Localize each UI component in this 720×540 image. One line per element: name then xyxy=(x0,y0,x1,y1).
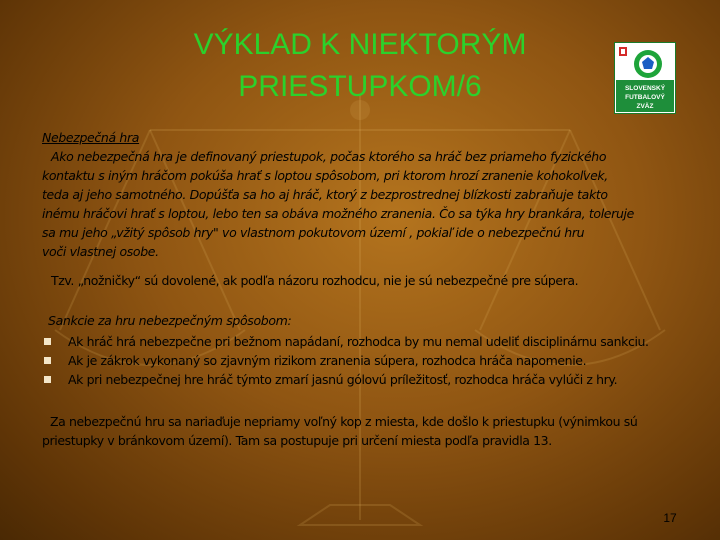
definition-line: voči vlastnej osobe. xyxy=(42,244,159,259)
slide-title xyxy=(120,24,600,108)
definition-line: sa mu jeho „vžitý spôsob hry" vo vlastnom pokutovom území , pokiaľ ide o nebezpečnú hru xyxy=(42,225,585,240)
page-number: 17 xyxy=(663,511,677,525)
sanction-item xyxy=(44,333,649,351)
bullet-icon xyxy=(44,376,51,383)
sanctions-heading: Sankcie za hru nebezpečným spôsobom: xyxy=(48,313,292,328)
sanction-text: Ak pri nebezpečnej hre hráč týmto zmarí jasnú gólovú príležitosť, rozhodca hráča vylúči z hry. xyxy=(68,372,618,387)
title-line-2: PRIESTUPKOM/6 xyxy=(238,70,482,103)
definition-section xyxy=(42,128,634,261)
free-kick-section xyxy=(42,412,637,450)
free-kick-line: priestupky v bránkovom území). Tam sa postupuje pri určení miesta podľa pravidla 13. xyxy=(42,433,552,448)
definition-line: Ako nebezpečná hra je definovaný priestupok, počas ktorého sa hráč bez priameho fyzického xyxy=(51,149,607,164)
title-line-1: VÝKLAD K NIEKTORÝM xyxy=(193,28,527,61)
sanction-text: Ak hráč hrá nebezpečne pri bežnom napádaní, rozhodca by mu nemal udeliť disciplinárnu sankciu. xyxy=(68,334,649,349)
sanction-text: Ak je zákrok vykonaný so zjavným rizikom zranenia súpera, rozhodca hráča napomenie. xyxy=(68,353,587,368)
sanction-item xyxy=(44,371,617,389)
definition-heading: Nebezpečná hra xyxy=(42,130,140,145)
free-kick-line: Za nebezpečnú hru sa nariaďuje nepriamy voľný kop z miesta, kde došlo k priestupku (výnimkou sú xyxy=(50,414,638,429)
logo-text-3: ZVÄZ xyxy=(636,103,654,110)
scissors-note: Tzv. „nožničky“ sú dovolené, ak podľa názoru rozhodcu, nie je sú nebezpečné pre súpera. xyxy=(51,273,579,288)
sanction-item xyxy=(44,352,586,370)
slovak-football-association-logo xyxy=(614,42,676,114)
logo-text-1: SLOVENSKÝ xyxy=(624,85,666,92)
bullet-icon xyxy=(44,357,51,364)
definition-line: kontaktu s iným hráčom pokúša hrať s loptou spôsobom, pri ktorom hrozí zranenie kohokoľvek, xyxy=(42,168,608,183)
logo-text-2: FUTBALOVÝ xyxy=(625,94,665,101)
definition-line: teda aj jeho samotného. Dopúšťa sa ho aj hráč, ktorý z bezprostrednej blízkosti zabraňuje takto xyxy=(42,187,608,202)
definition-line: inému hráčovi hrať s loptou, lebo ten sa obáva možného zranenia. Čo sa týka hry brankára, toleruje xyxy=(42,206,634,221)
bullet-icon xyxy=(44,338,51,345)
